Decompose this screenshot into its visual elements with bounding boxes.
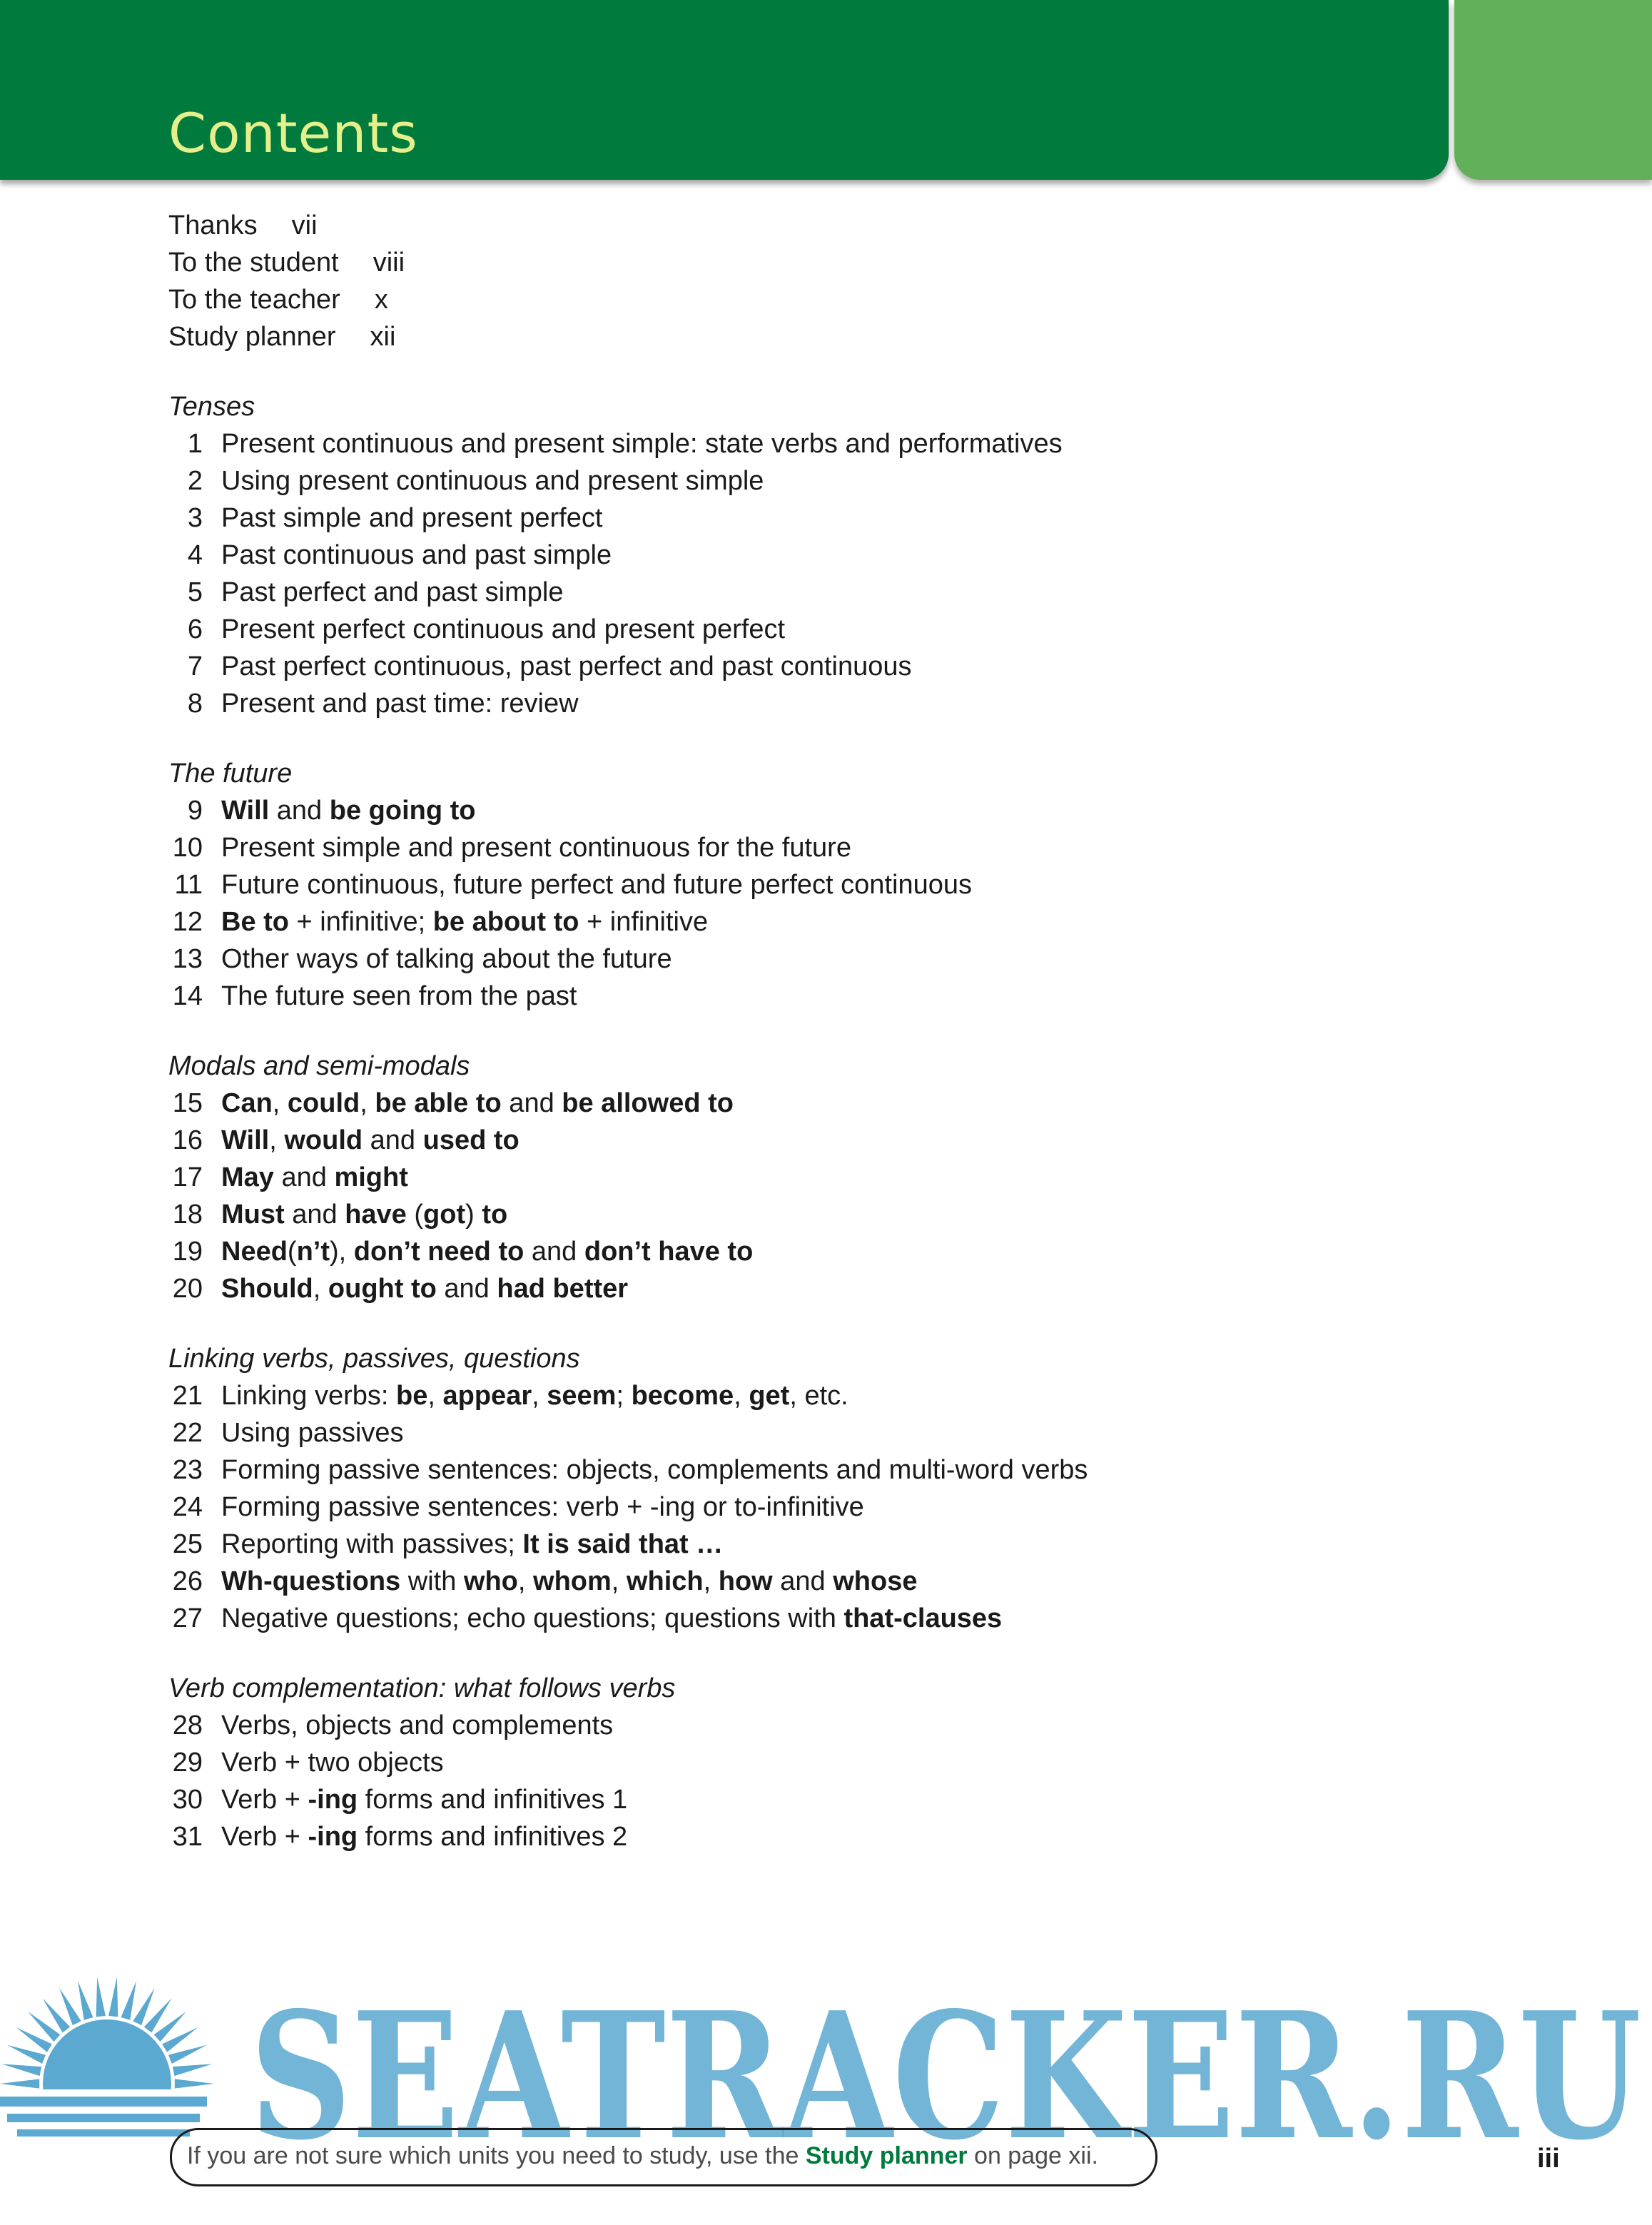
- unit-entry[interactable]: [168, 1233, 1524, 1270]
- unit-title-text: Using passives: [221, 1418, 404, 1448]
- unit-number: 28: [172, 1710, 203, 1740]
- unit-title-text: forms and infinitives 1: [358, 1785, 628, 1815]
- unit-title-keyword: might: [334, 1162, 408, 1192]
- unit-entry[interactable]: [168, 941, 1524, 978]
- unit-title-keyword: May: [221, 1162, 274, 1192]
- unit-title-keyword: that-clauses: [843, 1603, 1003, 1633]
- section-title: The future: [168, 759, 293, 789]
- unit-entry[interactable]: [168, 611, 1524, 648]
- unit-title: [221, 1526, 723, 1563]
- unit-number: 24: [172, 1492, 203, 1522]
- unit-title: [221, 1159, 408, 1196]
- unit-title: [221, 829, 851, 866]
- unit-entry[interactable]: [168, 1122, 1524, 1159]
- unit-title-keyword: -ing: [308, 1822, 358, 1852]
- unit-title-text: ,: [269, 1125, 285, 1155]
- unit-entry[interactable]: [168, 1707, 1524, 1744]
- unit-title-text: and: [284, 1200, 345, 1230]
- unit-title-keyword: Must: [221, 1200, 285, 1230]
- unit-number: 14: [172, 981, 203, 1011]
- sun-ray: [78, 1981, 93, 2020]
- unit-title-keyword: be about to: [432, 907, 579, 937]
- unit-title-keyword: don’t have to: [584, 1237, 754, 1267]
- front-matter-page: xii: [370, 322, 396, 352]
- unit-title-text: and: [524, 1237, 584, 1267]
- unit-title-text: ,: [313, 1274, 328, 1304]
- front-matter-label: Study planner: [168, 322, 336, 352]
- unit-title: [221, 1563, 918, 1600]
- unit-title-text: Present simple and present continuous for the future: [221, 833, 851, 863]
- unit-title: [221, 1781, 627, 1818]
- unit-entry[interactable]: [168, 829, 1524, 866]
- unit-title: [221, 648, 912, 685]
- unit-title-text: Verb + two objects: [221, 1748, 444, 1778]
- unit-title: [221, 1744, 444, 1781]
- unit-entry[interactable]: [168, 1489, 1524, 1526]
- section-title: Tenses: [168, 392, 255, 422]
- unit-title-keyword: got: [423, 1200, 466, 1230]
- unit-title-text: (: [287, 1237, 297, 1267]
- section: [168, 755, 1524, 1015]
- unit-title-keyword: how: [718, 1566, 773, 1596]
- front-matter-page: x: [374, 285, 388, 315]
- unit-title-text: Future continuous, future perfect and future perfect continuous: [221, 870, 972, 900]
- unit-title-keyword: Be to: [221, 907, 289, 937]
- unit-title-keyword: had better: [497, 1274, 629, 1304]
- unit-entry[interactable]: [168, 1744, 1524, 1781]
- front-matter-item[interactable]: [168, 318, 1524, 355]
- unit-title: [221, 903, 708, 941]
- unit-title: [221, 500, 602, 537]
- section-title: Verb complementation: what follows verbs: [168, 1673, 676, 1703]
- sun-ray: [175, 2079, 214, 2088]
- unit-title: [221, 537, 612, 574]
- unit-title: [221, 462, 764, 500]
- unit-title: [221, 1600, 1002, 1637]
- front-matter-item[interactable]: [168, 207, 1524, 244]
- unit-number: 31: [172, 1822, 203, 1852]
- unit-entry[interactable]: [168, 1159, 1524, 1196]
- sun-ray: [173, 2064, 213, 2076]
- unit-title-text: ,: [703, 1566, 719, 1596]
- unit-title: [221, 792, 475, 829]
- unit-title-keyword: Will: [221, 796, 270, 826]
- unit-title: [221, 1085, 734, 1122]
- unit-number: 12: [172, 907, 203, 937]
- unit-title-keyword: get: [749, 1381, 790, 1411]
- unit-title-text: ,: [427, 1381, 443, 1411]
- unit-entry[interactable]: [168, 1270, 1524, 1307]
- unit-title-keyword: could: [287, 1088, 360, 1118]
- unit-entry[interactable]: [168, 500, 1524, 537]
- study-planner-link[interactable]: Study planner: [805, 2142, 968, 2169]
- unit-title-text: , etc.: [789, 1381, 848, 1411]
- unit-title-text: Linking verbs:: [221, 1381, 397, 1411]
- unit-title-text: and: [273, 1162, 335, 1192]
- unit-title-text: with: [400, 1566, 464, 1596]
- unit-title-keyword: be able to: [375, 1088, 502, 1118]
- unit-title-text: ,: [611, 1566, 627, 1596]
- unit-title-keyword: Will: [221, 1125, 270, 1155]
- unit-entry[interactable]: [168, 903, 1524, 941]
- unit-number: 25: [172, 1529, 203, 1559]
- section: [168, 1048, 1524, 1307]
- unit-title-text: ): [465, 1200, 482, 1230]
- watermark-text: SEATRACKER.RU: [250, 1977, 1641, 2179]
- unit-number: 19: [172, 1237, 203, 1267]
- unit-title-keyword: which: [626, 1566, 704, 1596]
- header-tab: [1454, 0, 1652, 180]
- unit-entry[interactable]: [168, 574, 1524, 611]
- unit-entry[interactable]: [168, 866, 1524, 903]
- sun-ray: [168, 2045, 207, 2064]
- unit-entry[interactable]: [168, 1196, 1524, 1233]
- unit-title-keyword: seem: [547, 1381, 617, 1411]
- unit-number: 7: [187, 652, 203, 681]
- unit-title-text: ,: [734, 1381, 749, 1411]
- unit-title: [221, 1818, 627, 1855]
- unit-title-text: Forming passive sentences: objects, complements and multi-word verbs: [221, 1455, 1088, 1485]
- unit-title-keyword: Need: [221, 1237, 288, 1267]
- unit-title-keyword: Should: [221, 1274, 313, 1304]
- unit-title-text: ,: [517, 1566, 534, 1596]
- unit-title-text: ,: [532, 1381, 547, 1411]
- unit-title-text: Past simple and present perfect: [221, 503, 603, 533]
- unit-title-text: Reporting with passives;: [221, 1529, 523, 1559]
- unit-title-keyword: become: [631, 1381, 734, 1411]
- unit-title-text: Present perfect continuous and present perfect: [221, 614, 786, 644]
- unit-title-text: Present continuous and present simple: state verbs and performatives: [221, 429, 1063, 459]
- unit-title: [221, 685, 579, 722]
- unit-title-text: ;: [616, 1381, 632, 1411]
- page-title: Contents: [168, 101, 418, 165]
- unit-number: 26: [172, 1566, 203, 1596]
- unit-entry[interactable]: [168, 685, 1524, 722]
- unit-title-text: forms and infinitives 2: [358, 1822, 628, 1852]
- page-number: iii: [1537, 2144, 1560, 2174]
- unit-title: [221, 1233, 753, 1270]
- unit-title: [221, 978, 577, 1015]
- unit-title: [221, 1270, 628, 1307]
- contents-list: [168, 207, 1524, 1855]
- unit-title: [221, 611, 785, 648]
- sun-ray: [2, 2064, 42, 2076]
- unit-title-keyword: whom: [533, 1566, 612, 1596]
- unit-title-text: and: [269, 796, 330, 826]
- front-matter-item[interactable]: [168, 244, 1524, 281]
- unit-title-text: + infinitive;: [289, 907, 433, 937]
- unit-title-keyword: Can: [221, 1088, 273, 1118]
- section-title: Linking verbs, passives, questions: [168, 1344, 580, 1374]
- unit-title-text: Verbs, objects and complements: [221, 1710, 614, 1740]
- footer-note-text: If you are not sure which units you need to study, use the: [187, 2142, 806, 2169]
- section: [168, 1340, 1524, 1637]
- unit-title: [221, 574, 563, 611]
- unit-number: 3: [187, 503, 203, 533]
- unit-title-text: Using present continuous and present simple: [221, 466, 764, 496]
- unit-title-keyword: appear: [442, 1381, 532, 1411]
- unit-title-text: The future seen from the past: [221, 981, 577, 1011]
- unit-title-keyword: be going to: [329, 796, 476, 826]
- unit-entry[interactable]: [168, 792, 1524, 829]
- unit-title: [221, 866, 972, 903]
- unit-title-text: + infinitive: [579, 907, 709, 937]
- unit-title-keyword: ought to: [328, 1274, 437, 1304]
- unit-title-keyword: would: [284, 1125, 363, 1155]
- unit-title-text: and: [363, 1125, 423, 1155]
- unit-number: 20: [172, 1274, 203, 1304]
- unit-title: [221, 1489, 864, 1526]
- front-matter-label: Thanks: [168, 211, 258, 240]
- unit-title-text: Negative questions; echo questions; questions with: [221, 1603, 844, 1633]
- unit-number: 23: [172, 1455, 203, 1485]
- unit-number: 30: [172, 1785, 203, 1815]
- unit-number: 4: [187, 540, 203, 570]
- front-matter-label: To the teacher: [168, 285, 340, 315]
- unit-number: 18: [172, 1200, 203, 1230]
- unit-entry[interactable]: [168, 1526, 1524, 1563]
- unit-title-keyword: be: [396, 1381, 428, 1411]
- unit-title-text: and: [772, 1566, 833, 1596]
- unit-title-keyword: who: [463, 1566, 518, 1596]
- unit-number: 11: [174, 870, 203, 900]
- front-matter-item[interactable]: [168, 281, 1524, 318]
- unit-number: 17: [172, 1162, 203, 1192]
- unit-title-keyword: whose: [833, 1566, 918, 1596]
- unit-entry[interactable]: [168, 1377, 1524, 1414]
- sections-container: [168, 388, 1524, 1855]
- unit-number: 21: [172, 1381, 203, 1411]
- unit-entry[interactable]: [168, 425, 1524, 462]
- unit-title: [221, 1707, 613, 1744]
- sun-ray: [121, 1981, 137, 2020]
- unit-number: 15: [172, 1088, 203, 1118]
- unit-title-keyword: It is said that …: [522, 1529, 724, 1559]
- front-matter-label: To the student: [168, 248, 339, 278]
- unit-title-keyword: used to: [422, 1125, 520, 1155]
- unit-title: [221, 1451, 1088, 1489]
- unit-title-keyword: to: [482, 1200, 508, 1230]
- unit-title-text: Past perfect continuous, past perfect and past continuous: [221, 652, 912, 681]
- unit-number: 29: [172, 1748, 203, 1778]
- front-matter-page: vii: [291, 211, 318, 240]
- unit-title-keyword: n’t: [296, 1237, 330, 1267]
- unit-number: 5: [187, 577, 203, 607]
- unit-entry[interactable]: [168, 1818, 1524, 1855]
- unit-number: 2: [187, 466, 203, 496]
- unit-title-text: and: [436, 1274, 497, 1304]
- unit-title-text: and: [501, 1088, 562, 1118]
- unit-entry[interactable]: [168, 1781, 1524, 1818]
- unit-entry[interactable]: [168, 1085, 1524, 1122]
- unit-title-text: ,: [360, 1088, 375, 1118]
- unit-title-text: Verb +: [221, 1785, 308, 1815]
- unit-title-text: ,: [272, 1088, 288, 1118]
- unit-number: 16: [172, 1125, 203, 1155]
- section: [168, 1670, 1524, 1855]
- unit-title-text: Past perfect and past simple: [221, 577, 564, 607]
- sun-ray: [7, 2045, 46, 2064]
- sun-icon: [0, 1977, 214, 2148]
- unit-title-text: Present and past time: review: [221, 689, 579, 719]
- unit-number: 1: [187, 429, 203, 459]
- unit-title-keyword: -ing: [308, 1785, 358, 1815]
- unit-title: [221, 1122, 520, 1159]
- front-matter-page: viii: [373, 248, 405, 278]
- unit-title-text: Verb +: [221, 1822, 308, 1852]
- unit-entry[interactable]: [168, 537, 1524, 574]
- sun-ray: [108, 1977, 118, 2017]
- sun-ray: [96, 1977, 106, 2017]
- section: [168, 388, 1524, 722]
- unit-entry[interactable]: [168, 1600, 1524, 1637]
- footer-note: [187, 2139, 1098, 2172]
- unit-entry[interactable]: [168, 978, 1524, 1015]
- unit-title: [221, 1377, 848, 1414]
- unit-title-text: Past continuous and past simple: [221, 540, 612, 570]
- unit-number: 10: [172, 833, 203, 863]
- unit-number: 9: [187, 796, 203, 826]
- unit-entry[interactable]: [168, 1414, 1524, 1451]
- unit-number: 27: [172, 1603, 203, 1633]
- unit-title: [221, 1414, 404, 1451]
- sun-ray: [0, 2079, 39, 2088]
- front-matter-list: [168, 207, 1524, 355]
- unit-title: [221, 941, 672, 978]
- unit-number: 6: [187, 614, 203, 644]
- unit-entry[interactable]: [168, 1451, 1524, 1489]
- unit-title: [221, 1196, 507, 1233]
- unit-title-keyword: have: [345, 1200, 407, 1230]
- unit-title-text: (: [406, 1200, 424, 1230]
- unit-title-keyword: Wh-questions: [221, 1566, 401, 1596]
- footer-note-text-end: on page xii.: [967, 2142, 1098, 2169]
- unit-entry[interactable]: [168, 648, 1524, 685]
- unit-title-text: Forming passive sentences: verb + -ing or to-infinitive: [221, 1492, 864, 1522]
- unit-title: [221, 425, 1063, 462]
- section-title: Modals and semi-modals: [168, 1051, 470, 1081]
- unit-title-keyword: don’t need to: [353, 1237, 525, 1267]
- unit-number: 8: [187, 689, 203, 719]
- unit-number: 13: [172, 944, 203, 974]
- unit-title-text: ),: [330, 1237, 354, 1267]
- unit-title-keyword: be allowed to: [562, 1088, 734, 1118]
- unit-number: 22: [172, 1418, 203, 1448]
- unit-entry[interactable]: [168, 1563, 1524, 1600]
- unit-title-text: Other ways of talking about the future: [221, 944, 672, 974]
- unit-entry[interactable]: [168, 462, 1524, 500]
